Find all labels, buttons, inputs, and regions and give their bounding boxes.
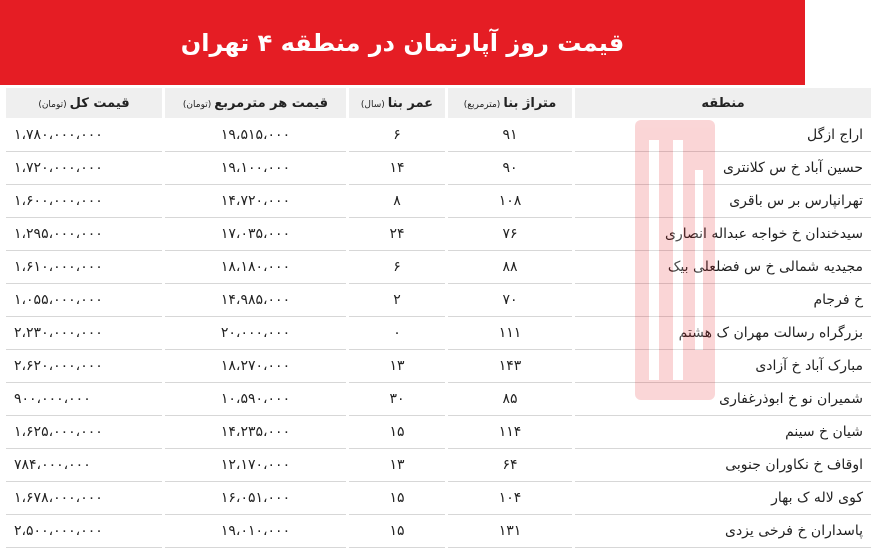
price-table: [6, 88, 871, 548]
cell-region: بزرگراه رسالت مهران ک هشتم: [574, 317, 871, 350]
cell-area: ۱۰۴: [447, 482, 574, 515]
cell-region: شمیران نو خ ابوذرغفاری: [574, 383, 871, 416]
cell-region: خ فرجام: [574, 284, 871, 317]
table-row: [6, 383, 871, 416]
cell-total: ۲،۵۰۰،۰۰۰،۰۰۰: [6, 515, 164, 548]
cell-age: ۱۵: [348, 515, 447, 548]
cell-area: ۱۳۱: [447, 515, 574, 548]
cell-area: ۹۰: [447, 152, 574, 185]
column-header-total: [6, 88, 164, 119]
cell-age: ۲: [348, 284, 447, 317]
cell-region: اوقاف خ نکاوران جنوبی: [574, 449, 871, 482]
cell-age: ۲۴: [348, 218, 447, 251]
cell-age: ۳۰: [348, 383, 447, 416]
cell-total: ۲،۲۳۰،۰۰۰،۰۰۰: [6, 317, 164, 350]
column-header-region-label: منطقه: [701, 95, 745, 111]
table-body: [6, 119, 871, 548]
cell-total: ۱،۶۷۸،۰۰۰،۰۰۰: [6, 482, 164, 515]
column-header-area-label: متراژ بنا: [503, 95, 557, 111]
cell-age: ۱۳: [348, 350, 447, 383]
cell-price-sqm: ۱۹،۱۰۰،۰۰۰: [164, 152, 348, 185]
cell-total: ۱،۶۱۰،۰۰۰،۰۰۰: [6, 251, 164, 284]
table-row: [6, 482, 871, 515]
cell-price-sqm: ۱۰،۵۹۰،۰۰۰: [164, 383, 348, 416]
table-row: [6, 284, 871, 317]
cell-age: ۶: [348, 251, 447, 284]
column-header-total-label: قیمت کل: [69, 95, 130, 111]
page-title: قیمت روز آپارتمان در منطقه ۴ تهران: [0, 0, 805, 85]
cell-price-sqm: ۱۶،۰۵۱،۰۰۰: [164, 482, 348, 515]
cell-area: ۱۴۳: [447, 350, 574, 383]
cell-age: ۸: [348, 185, 447, 218]
cell-age: ۱۴: [348, 152, 447, 185]
column-header-age: [348, 88, 447, 119]
cell-price-sqm: ۲۰،۰۰۰،۰۰۰: [164, 317, 348, 350]
cell-price-sqm: ۱۷،۰۳۵،۰۰۰: [164, 218, 348, 251]
table-row: [6, 218, 871, 251]
cell-total: ۱،۲۹۵،۰۰۰،۰۰۰: [6, 218, 164, 251]
cell-total: ۱،۷۸۰،۰۰۰،۰۰۰: [6, 119, 164, 152]
column-header-area-unit: (مترمربع): [463, 99, 501, 110]
table-row: [6, 251, 871, 284]
cell-area: ۸۸: [447, 251, 574, 284]
column-header-age-unit: (سال): [360, 99, 385, 110]
table-row: [6, 416, 871, 449]
cell-total: ۹۰۰،۰۰۰،۰۰۰: [6, 383, 164, 416]
table-row: [6, 350, 871, 383]
cell-price-sqm: ۱۲،۱۷۰،۰۰۰: [164, 449, 348, 482]
cell-age: ۰: [348, 317, 447, 350]
column-header-price-sqm-label: قیمت هر مترمربع: [214, 95, 329, 111]
column-header-total-unit: (تومان): [38, 99, 67, 110]
cell-total: ۱،۶۰۰،۰۰۰،۰۰۰: [6, 185, 164, 218]
cell-price-sqm: ۱۹،۵۱۵،۰۰۰: [164, 119, 348, 152]
cell-area: ۱۱۴: [447, 416, 574, 449]
table-header-row: [6, 88, 871, 119]
cell-area: ۷۰: [447, 284, 574, 317]
cell-region: اراج ازگل: [574, 119, 871, 152]
cell-price-sqm: ۱۴،۲۳۵،۰۰۰: [164, 416, 348, 449]
cell-region: حسین آباد خ س کلانتری: [574, 152, 871, 185]
cell-price-sqm: ۱۸،۲۷۰،۰۰۰: [164, 350, 348, 383]
table-row: [6, 317, 871, 350]
cell-total: ۱،۷۲۰،۰۰۰،۰۰۰: [6, 152, 164, 185]
cell-total: ۲،۶۲۰،۰۰۰،۰۰۰: [6, 350, 164, 383]
cell-total: ۱،۶۲۵،۰۰۰،۰۰۰: [6, 416, 164, 449]
cell-region: شیان خ سینم: [574, 416, 871, 449]
table-row: [6, 119, 871, 152]
column-header-price-sqm: [164, 88, 348, 119]
cell-area: ۱۱۱: [447, 317, 574, 350]
cell-region: مجیدیه شمالی خ س فضلعلی بیک: [574, 251, 871, 284]
cell-age: ۱۵: [348, 482, 447, 515]
column-header-area: [447, 88, 574, 119]
cell-region: کوی لاله ک بهار: [574, 482, 871, 515]
cell-price-sqm: ۱۴،۹۸۵،۰۰۰: [164, 284, 348, 317]
cell-region: پاسداران خ فرخی یزدی: [574, 515, 871, 548]
cell-total: ۷۸۴،۰۰۰،۰۰۰: [6, 449, 164, 482]
column-header-region: [574, 88, 871, 119]
table-row: [6, 185, 871, 218]
cell-area: ۷۶: [447, 218, 574, 251]
cell-age: ۱۵: [348, 416, 447, 449]
cell-price-sqm: ۱۸،۱۸۰،۰۰۰: [164, 251, 348, 284]
cell-area: ۶۴: [447, 449, 574, 482]
cell-total: ۱،۰۵۵،۰۰۰،۰۰۰: [6, 284, 164, 317]
cell-region: سیدخندان خ خواجه عبداله انصاری: [574, 218, 871, 251]
table-row: [6, 515, 871, 548]
cell-age: ۱۳: [348, 449, 447, 482]
cell-area: ۱۰۸: [447, 185, 574, 218]
cell-region: مبارک آباد خ آزادی: [574, 350, 871, 383]
cell-price-sqm: ۱۴،۷۲۰،۰۰۰: [164, 185, 348, 218]
table-row: [6, 449, 871, 482]
column-header-age-label: عمر بنا: [387, 95, 434, 111]
cell-price-sqm: ۱۹،۰۱۰،۰۰۰: [164, 515, 348, 548]
cell-area: ۸۵: [447, 383, 574, 416]
column-header-price-sqm-unit: (تومان): [182, 99, 212, 110]
cell-age: ۶: [348, 119, 447, 152]
cell-region: تهرانپارس بر س باقری: [574, 185, 871, 218]
cell-area: ۹۱: [447, 119, 574, 152]
table-row: [6, 152, 871, 185]
